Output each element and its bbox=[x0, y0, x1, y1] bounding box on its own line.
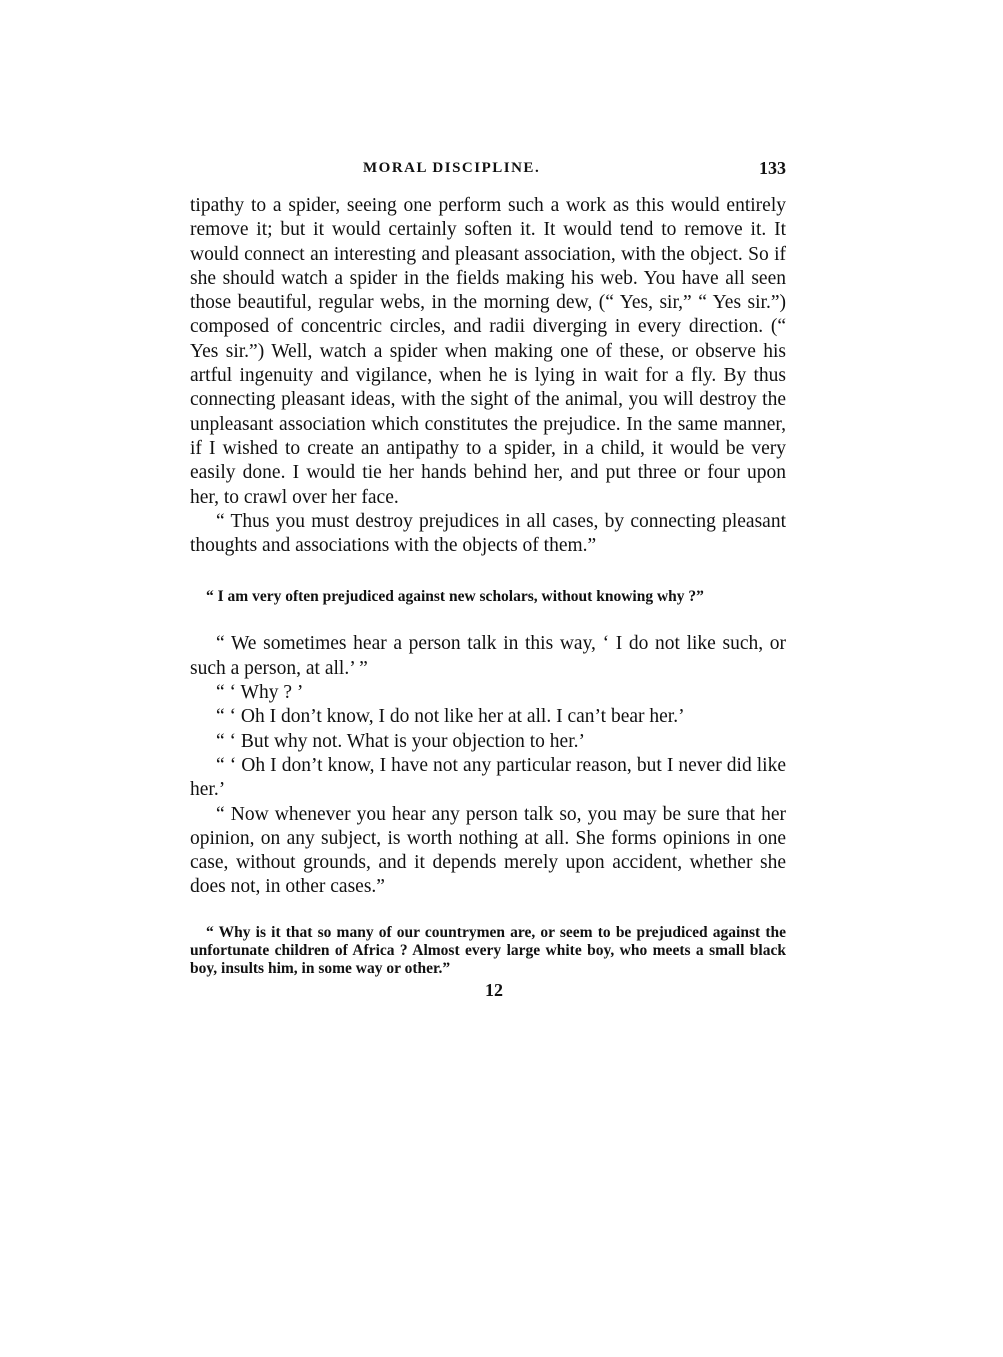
paragraph: “ ‘ But why not. What is your objection to her.’ bbox=[216, 730, 585, 752]
paragraph: tipathy to a spider, seeing one perform such a work as this would entirely remove it; but it would certainly soften it. It would tend to remove it. It would connect an interesting and pleasant association, with the object. So if she should watch a spider in the fields making his web. You have all seen those beautiful, regular webs, in the morning dew, (“ Yes, sir,” “ Yes sir.”) composed of concentric circles, and radii diverging in every direction. (“ Yes sir.”) Well, watch a spider when making one of these, or observe his artful ingenuity and vigilance, when he is lying in wait for a fly. By thus connecting pleasant ideas, with the sight of the animal, you will destroy the unpleasant association which constitutes the prejudice. In the same manner, if I wished to create an antipathy to a spider, in a child, it would be very easily done. I would tie her hands behind her, and put three or four upon her, to crawl over her face. bbox=[190, 195, 786, 508]
running-title: MORAL DISCIPLINE. bbox=[363, 160, 541, 176]
book-page bbox=[190, 160, 786, 1001]
question: “ I am very often prejudiced against new scholars, without knowing why ?” bbox=[206, 588, 704, 606]
body-text bbox=[190, 194, 786, 978]
running-head bbox=[190, 160, 786, 194]
paragraph: “ We sometimes hear a person talk in this way, ‘ I do not like such, or such a person, at all.’ ” bbox=[190, 633, 786, 679]
signature-mark: 12 bbox=[485, 979, 503, 1000]
paragraph: “ Now whenever you hear any person talk so, you may be sure that her opinion, on any subject, is worth nothing at all. She forms opinions in one case, without grounds, and it depends merely upon accident, whether she does not, in other cases.” bbox=[190, 803, 786, 898]
paragraph: “ Thus you must destroy prejudices in all cases, by connecting pleasant thoughts and associations with the objects of them.” bbox=[190, 510, 786, 557]
paragraph: “ ‘ Oh I don’t know, I have not any particular reason, but I never did like her.’ bbox=[190, 754, 786, 801]
paragraph: “ ‘ Oh I don’t know, I do not like her at all. I can’t bear her.’ bbox=[216, 706, 685, 728]
question: “ Why is it that so many of our countrymen are, or seem to be prejudiced against the unfortunate children of Africa ? Almost every large white boy, who meets a small black boy, insults him, in some way or other.” bbox=[190, 923, 786, 977]
page-number: 133 bbox=[759, 158, 786, 178]
paragraph: “ ‘ Why ? ’ bbox=[216, 682, 304, 704]
